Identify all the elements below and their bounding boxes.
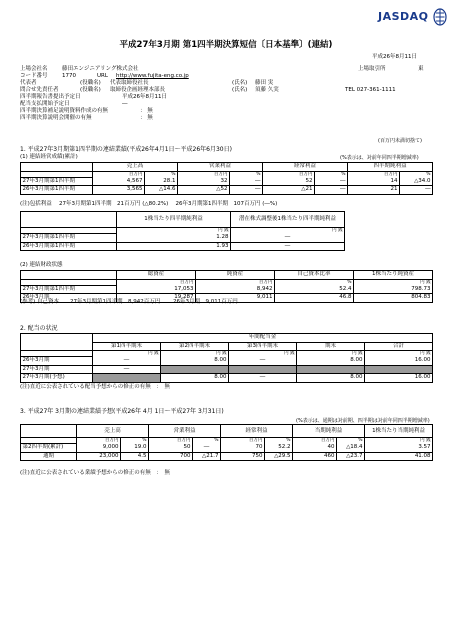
cell: 8.00 [161, 357, 229, 366]
cell: △14.6 [145, 186, 178, 195]
cell: 28.1 [145, 177, 178, 186]
eps-table [20, 211, 345, 251]
unit-mil-yen: 百万円 [196, 279, 275, 285]
unit-yen: 円 銭 [93, 351, 161, 357]
unit-pct: % [265, 438, 293, 444]
cell: 8.00 [297, 374, 365, 383]
unit-pct: % [121, 438, 149, 444]
contact-title: 取締役企画経理本部長 [110, 87, 166, 93]
cell: 70 [221, 444, 265, 453]
equity-note: (参考) 自己資本 27年3月期第1四半期 8,942百万円 26年3月期 9,011百万円 [20, 299, 238, 305]
page-title: 平成27年3月期 第1四半期決算短信〔日本基準〕(連結) [119, 40, 333, 50]
forecast-note: (注)直近に公表されている業績予想からの修正の有無 ： 無 [20, 470, 171, 476]
row-label: 27年3月期第1四半期 [21, 285, 117, 294]
code-label: コード番号 [20, 73, 48, 79]
cell: ― [400, 186, 433, 195]
rep-title: 代表取締役社長 [110, 80, 149, 86]
section1-sub2: (2) 連結財政状態 [20, 262, 63, 268]
header-sales: 売上高 [93, 163, 178, 172]
cell: 52.4 [275, 285, 354, 294]
unit-mil-yen: 百万円 [149, 438, 193, 444]
table-row [21, 444, 433, 453]
supp-value: ： 無 [140, 108, 153, 114]
header-annual-dividend: 年間配当金 [93, 334, 433, 343]
header-total: 合計 [365, 342, 433, 351]
header-eps: 1株当たり当期純利益 [365, 425, 433, 438]
section1-sub1-note: (%表示は、対前年同四半期増減率) [340, 155, 419, 161]
header-operating-income: 営業利益 [149, 425, 221, 438]
rep-title-label: (役職名) [80, 80, 101, 86]
unit-yen: 円 銭 [229, 351, 297, 357]
unit-pct: % [145, 171, 178, 177]
report-date: 平成26年8月11日 [372, 54, 417, 60]
logo-text: JASDAQ [378, 10, 429, 23]
cell: 19.0 [121, 444, 149, 453]
cell: △52 [178, 186, 230, 195]
forecast-table [20, 424, 433, 461]
row-label: 27年3月期第1四半期 [21, 177, 93, 186]
cell: 3,565 [93, 186, 145, 195]
section1-sub1: (1) 連結経営成績(累計) [20, 154, 78, 160]
cell: 9,011 [196, 294, 275, 303]
company-name: 藤田エンジニアリング株式会社 [62, 66, 139, 72]
unit-mil-yen: 百万円 [221, 438, 265, 444]
unit-pct: % [193, 438, 221, 444]
cell: ― [230, 177, 263, 186]
brief-label: 四半期決算説明会開催の有無 [20, 115, 92, 121]
supp-label: 四半期決算補足説明資料作成の有無 [20, 108, 109, 114]
header-ordinary-income: 経常利益 [263, 163, 348, 172]
cell: 50 [149, 444, 193, 453]
jasdaq-emblem-icon [433, 8, 447, 26]
cell: ― [231, 234, 345, 243]
row-label: 27年3月期(予想) [21, 374, 93, 383]
row-label: 通期 [21, 452, 77, 461]
cell: 46.8 [275, 294, 354, 303]
cell: 40 [293, 444, 337, 453]
cell: 32 [178, 177, 230, 186]
cell: ― [315, 186, 348, 195]
table-row [21, 374, 433, 383]
contact-title-label: (役職名) [80, 87, 101, 93]
cell: 14 [348, 177, 400, 186]
cell: 1.93 [117, 242, 231, 251]
comprehensive-income-note: (注)包括利益 27年3月期第1四半期 21百万円 (△80.2%) 26年3月期第1四半期 107百万円 (―%) [20, 201, 278, 207]
header-blank [21, 271, 117, 280]
cell: 19,287 [117, 294, 196, 303]
unit-yen: 円 銭 [161, 351, 229, 357]
cell: ― [193, 444, 221, 453]
section3-note-top: (%表示は、通期は対前期、四半期は対前年同四半期増減率) [296, 418, 430, 424]
rep-name-label: (氏名) [232, 80, 248, 86]
cell: 16.00 [365, 357, 433, 366]
unit-yen: 円 銭 [365, 351, 433, 357]
row-label: 26年3月期 [21, 357, 93, 366]
cell: 9,000 [77, 444, 121, 453]
table-row [21, 365, 433, 374]
dividend-date-label: 配当支払開始予定日 [20, 101, 70, 107]
unit-pct: % [275, 279, 354, 285]
financial-position-table [20, 270, 433, 303]
cell: △21 [263, 186, 315, 195]
unit-mil-yen: 百万円 [93, 171, 145, 177]
unit-yen: 円 銭 [365, 438, 433, 444]
header-q1-end: 第1四半期末 [93, 342, 161, 351]
unit-mil-yen: 百万円 [117, 279, 196, 285]
header-sales: 売上高 [77, 425, 149, 438]
cell: 52.2 [265, 444, 293, 453]
unit-pct: % [337, 438, 365, 444]
cell: 798.73 [354, 285, 433, 294]
cell: ― [93, 357, 161, 366]
row-label: 26年3月期 [21, 294, 117, 303]
cell: 460 [293, 452, 337, 461]
rep-name: 藤田 実 [255, 80, 274, 86]
company-url-link[interactable]: http://www.fujita-eng.co.jp [116, 73, 189, 79]
unit-mil-yen: 百万円 [263, 171, 315, 177]
header-net-income: 当期純利益 [293, 425, 365, 438]
header-net-assets: 純資産 [196, 271, 275, 280]
cell: 4.5 [121, 452, 149, 461]
unit-pct: % [400, 171, 433, 177]
header-equity-ratio: 自己資本比率 [275, 271, 354, 280]
dividend-date-value: ― [122, 101, 128, 107]
table-row [21, 234, 345, 243]
shaded-cell [229, 365, 297, 374]
cell: 700 [149, 452, 193, 461]
exchange-value: 東 [418, 66, 424, 72]
cell: ― [230, 186, 263, 195]
cell: 41.08 [365, 452, 433, 461]
cell: 8.00 [161, 374, 229, 383]
cell: ― [229, 374, 297, 383]
brief-value: ： 無 [140, 115, 153, 121]
unit-yen: 円 銭 [297, 351, 365, 357]
section2-title: 2. 配当の状況 [20, 325, 58, 332]
report-date-label: 四半期報告書提出予定日 [20, 94, 81, 100]
cell: 8.00 [297, 357, 365, 366]
contact-label: 問合せ先責任者 [20, 87, 59, 93]
cell: 52 [263, 177, 315, 186]
shaded-cell [93, 374, 161, 383]
header-operating-income: 営業利益 [178, 163, 263, 172]
url-label: URL [97, 73, 108, 79]
unit-mil-yen: 百万円 [77, 438, 121, 444]
cell: 23,000 [77, 452, 121, 461]
row-label: 26年3月期第1四半期 [21, 242, 117, 251]
company-name-label: 上場会社名 [20, 66, 48, 72]
rep-label: 代表者 [20, 80, 37, 86]
shaded-cell [161, 365, 229, 374]
cell: △21.7 [193, 452, 221, 461]
dividend-note: (注)直近に公表されている配当予想からの修正の有無 ： 無 [20, 384, 171, 390]
header-blank [21, 163, 93, 172]
cell: △23.7 [337, 452, 365, 461]
table-row [21, 177, 433, 186]
table-row [21, 186, 433, 195]
cell: 21 [348, 186, 400, 195]
cell: 750 [221, 452, 265, 461]
header-blank [21, 425, 77, 438]
header-year-end: 期末 [297, 342, 365, 351]
table-row [21, 242, 345, 251]
code-value: 1770 [62, 73, 76, 79]
jasdaq-logo [378, 6, 448, 28]
cell: ― [315, 177, 348, 186]
header-q3-end: 第3四半期末 [229, 342, 297, 351]
header-blank [21, 212, 117, 228]
header-q2-end: 第2四半期末 [161, 342, 229, 351]
unit-pct: % [230, 171, 263, 177]
table-row [21, 285, 433, 294]
dividend-table [20, 333, 433, 383]
row-label: 第2四半期(累計) [21, 444, 77, 453]
cell: △29.5 [265, 452, 293, 461]
header-diluted-eps: 潜在株式調整後1株当たり四半期純利益 [231, 212, 345, 228]
header-net-income: 四半期純利益 [348, 163, 433, 172]
report-date-value: 平成26年8月11日 [122, 94, 167, 100]
shaded-cell [365, 365, 433, 374]
cell: △18.4 [337, 444, 365, 453]
cell: △34.0 [400, 177, 433, 186]
cell: 8,942 [196, 285, 275, 294]
unit-pct: % [315, 171, 348, 177]
unit-yen: 円 銭 [354, 279, 433, 285]
header-bps: 1株当たり純資産 [354, 271, 433, 280]
tel-number: TEL 027-361-1111 [345, 87, 396, 93]
header-total-assets: 総資産 [117, 271, 196, 280]
cell: 17,053 [117, 285, 196, 294]
header-ordinary-income: 経常利益 [221, 425, 293, 438]
contact-name: 須藤 久実 [255, 87, 279, 93]
contact-name-label: (氏名) [232, 87, 248, 93]
cell: 3.57 [365, 444, 433, 453]
section1-title: 1. 平成27年3月期第1四半期の連結業績(平成26年4月1日～平成26年6月30日) [20, 146, 232, 153]
row-label: 27年3月期 [21, 365, 93, 374]
cell: ― [229, 357, 297, 366]
unit-yen: 円 銭 [117, 228, 231, 234]
row-label: 27年3月期第1四半期 [21, 234, 117, 243]
operating-results-table [20, 162, 433, 195]
unit-yen: 円 銭 [231, 228, 345, 234]
section3-title: 3. 平成27年 3月期の連結業績予想(平成26年 4月 1日～平成27年 3月31日) [20, 408, 224, 415]
cell: ― [231, 242, 345, 251]
cell: 1.28 [117, 234, 231, 243]
table-row [21, 452, 433, 461]
cell: ― [93, 365, 161, 374]
row-label: 26年3月期第1四半期 [21, 186, 93, 195]
header-eps: 1株当たり四半期純利益 [117, 212, 231, 228]
shaded-cell [297, 365, 365, 374]
table-row [21, 357, 433, 366]
unit-mil-yen: 百万円 [293, 438, 337, 444]
cell: 16.00 [365, 374, 433, 383]
cell: 804.83 [354, 294, 433, 303]
header-blank [21, 334, 93, 351]
unit-note: (百万円未満切捨て) [378, 138, 422, 144]
exchange-label: 上場取引所 [358, 66, 386, 72]
unit-mil-yen: 百万円 [348, 171, 400, 177]
unit-mil-yen: 百万円 [178, 171, 230, 177]
cell: 4,567 [93, 177, 145, 186]
